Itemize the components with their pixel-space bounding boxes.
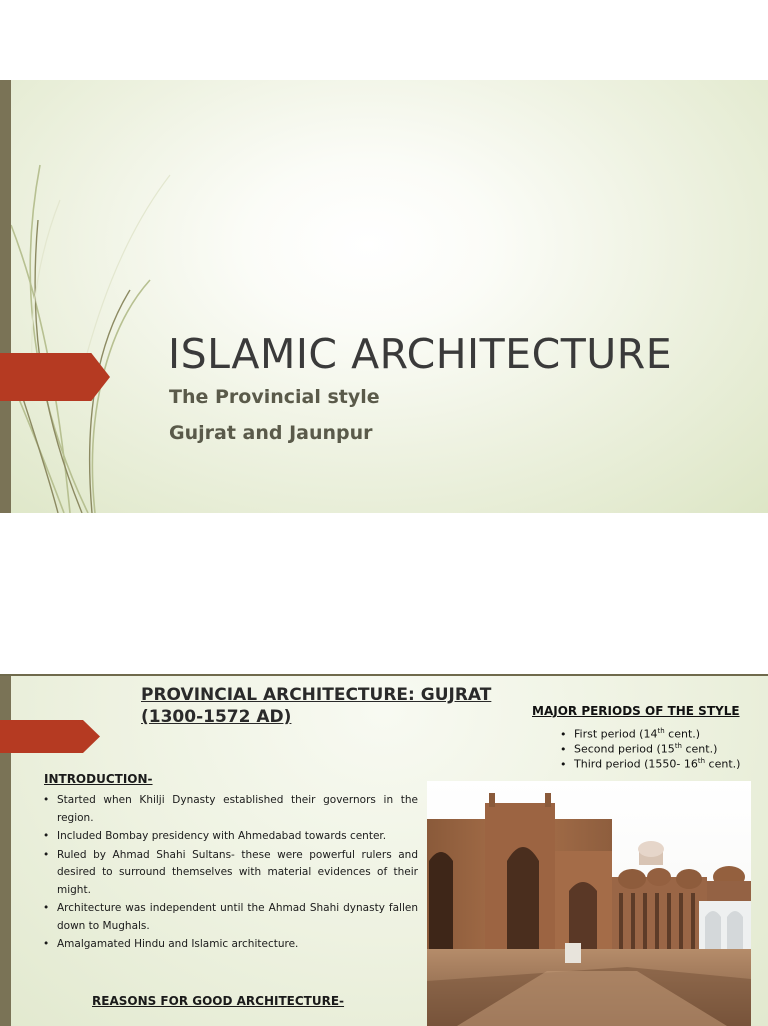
subtitle-regions: Gujrat and Jaunpur	[169, 422, 373, 444]
intro-point: • Amalgamated Hindu and Islamic architecture.	[40, 936, 418, 954]
intro-point: • Architecture was independent until the Ahmad Shahi dynasty fallen down to Mughals.	[40, 900, 418, 935]
decorative-curves	[0, 80, 200, 513]
intro-point: • Started when Khilji Dynasty established their governors in the region.	[40, 792, 418, 827]
left-accent-bar	[0, 80, 11, 513]
introduction-heading: INTRODUCTION-	[44, 772, 153, 786]
subtitle-provincial-style: The Provincial style	[169, 386, 380, 408]
periods-list	[560, 724, 740, 769]
title-slide	[0, 80, 768, 513]
period-item: • First period (14th cent.)	[560, 727, 701, 741]
accent-arrow	[0, 353, 110, 401]
introduction-list	[40, 792, 418, 955]
slide-title: ISLAMIC ARCHITECTURE	[168, 330, 673, 378]
slide-heading: PROVINCIAL ARCHITECTURE: GUJRAT (1300-1572 AD)	[141, 685, 492, 727]
period-item: • Third period (1550- 16th cent.)	[560, 757, 741, 771]
mosque-photo	[427, 781, 751, 1026]
reasons-heading: REASONS FOR GOOD ARCHITECTURE-	[92, 994, 345, 1008]
intro-point: • Included Bombay presidency with Ahmedabad towards center.	[40, 828, 418, 846]
accent-arrow	[0, 720, 100, 753]
period-item: • Second period (15th cent.)	[560, 742, 718, 756]
intro-point: • Ruled by Ahmad Shahi Sultans- these were powerful rulers and desired to surround themselves with material evidences of their might.	[40, 847, 418, 900]
periods-heading: MAJOR PERIODS OF THE STYLE	[532, 704, 740, 718]
content-slide	[0, 674, 768, 1026]
